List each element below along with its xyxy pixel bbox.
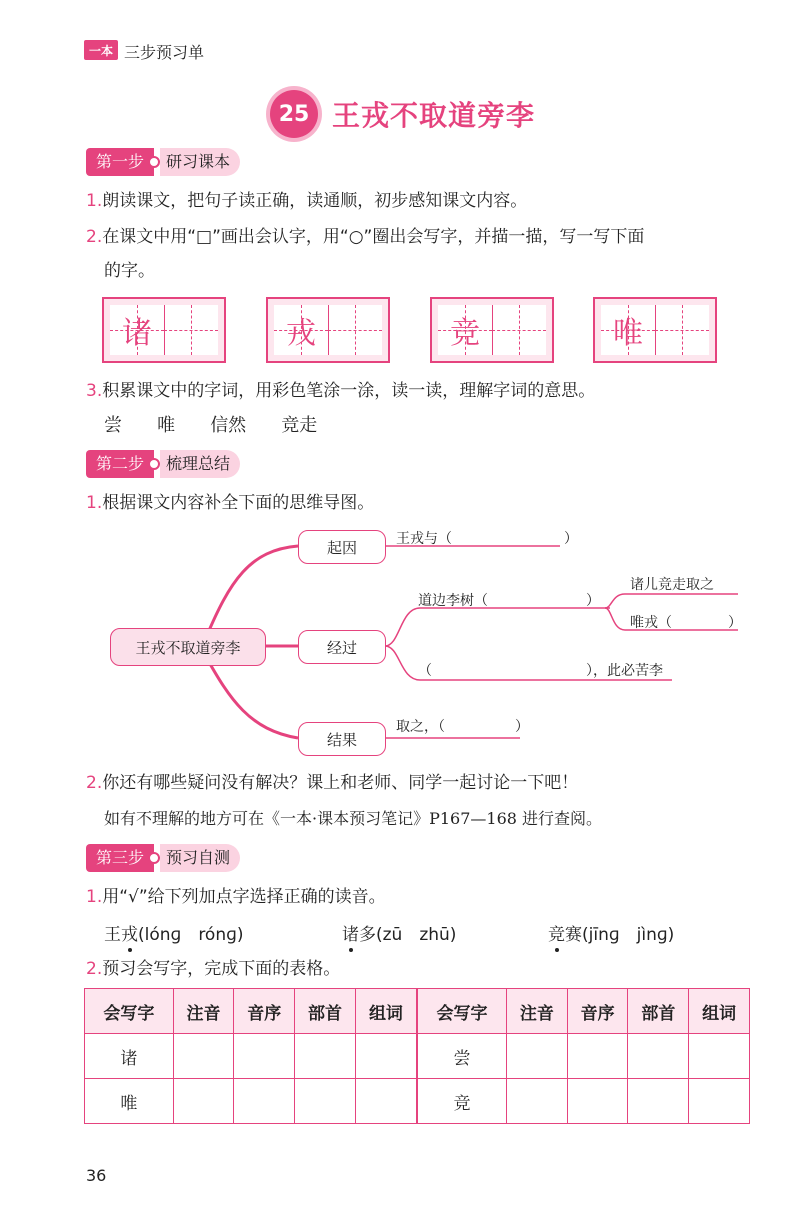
table-cell-blank[interactable] [628, 1079, 689, 1124]
step1-tag: 第一步 [86, 148, 154, 176]
char-writing-box: 诸 [102, 297, 226, 363]
table-cell-blank[interactable] [567, 1079, 628, 1124]
mindmap-cause: 起因 [298, 530, 386, 564]
step1-item-1: 1.朗读课文，把句子读正确，读通顺，初步感知课文内容。 [86, 191, 528, 211]
table-header: 组词 [355, 989, 417, 1034]
lesson-number-badge: 25 [270, 90, 318, 138]
mindmap-process-a: 道边李树（ ） [418, 593, 600, 609]
mindmap-result: 结果 [298, 722, 386, 756]
table-row [85, 1079, 750, 1124]
table-header: 部首 [295, 989, 356, 1034]
table-cell-char: 竞 [417, 1079, 506, 1124]
table-cell-blank[interactable] [234, 1079, 295, 1124]
mindmap-process-a2: 唯戎（ ） [630, 615, 742, 631]
table-cell-blank[interactable] [567, 1034, 628, 1079]
table-header: 注音 [173, 989, 234, 1034]
table-header: 音序 [567, 989, 628, 1034]
step3-label: 预习自测 [160, 844, 240, 872]
step1-item-2: 2.在课文中用“□”画出会认字，用“○”圈出会写字，并描一描，写一写下面 [86, 227, 645, 247]
mindmap-process-a1: 诸儿竞走取之 [630, 577, 714, 593]
step2-tag: 第二步 [86, 450, 154, 478]
vocab-word: 竞走 [281, 415, 318, 436]
table-cell-blank[interactable] [506, 1034, 567, 1079]
table-cell-blank[interactable] [689, 1079, 750, 1124]
step2-q2: 2.你还有哪些疑问没有解决？课上和老师、同学一起讨论一下吧！ [86, 773, 579, 793]
mindmap-process: 经过 [298, 630, 386, 664]
pinyin-item: 诸多(zū zhū) [342, 925, 457, 945]
step3-header [86, 844, 240, 872]
table-header: 会写字 [85, 989, 174, 1034]
table-cell-blank[interactable] [173, 1079, 234, 1124]
table-cell-blank[interactable] [295, 1079, 356, 1124]
char-writing-box: 戎 [266, 297, 390, 363]
char-writing-box: 竞 [430, 297, 554, 363]
table-header: 音序 [234, 989, 295, 1034]
mindmap-cause-text: 王戎与（ ） [396, 531, 578, 547]
step3-tag: 第三步 [86, 844, 154, 872]
table-cell-blank[interactable] [234, 1034, 295, 1079]
step3-q1: 1.用“√”给下列加点字选择正确的读音。 [86, 887, 386, 907]
table-cell-blank[interactable] [295, 1034, 356, 1079]
table-cell-blank[interactable] [689, 1034, 750, 1079]
pinyin-item: 竞赛(jīnɡ jìnɡ) [548, 925, 675, 945]
char-writing-box: 唯 [593, 297, 717, 363]
table-header-row [85, 989, 750, 1034]
step2-label: 梳理总结 [160, 450, 240, 478]
table-header: 部首 [628, 989, 689, 1034]
page-number: 36 [86, 1166, 107, 1185]
mindmap-root: 王戎不取道旁李 [110, 628, 266, 666]
table-cell-blank[interactable] [506, 1079, 567, 1124]
char-table [84, 988, 750, 1124]
table-cell-char: 尝 [417, 1034, 506, 1079]
vocab-word: 唯 [157, 415, 176, 436]
step2-q1: 1.根据课文内容补全下面的思维导图。 [86, 493, 375, 513]
step1-label: 研习课本 [160, 148, 240, 176]
vocab-word: 尝 [104, 415, 122, 436]
table-header: 组词 [689, 989, 750, 1034]
step2-q2-note: 如有不理解的地方可在《一本·课本预习笔记》P167—168 进行查阅。 [104, 809, 603, 828]
mindmap-result-text: 取之，（ ） [396, 719, 529, 735]
table-row [85, 1034, 750, 1079]
step-dot-icon [148, 852, 160, 864]
table-cell-blank[interactable] [173, 1034, 234, 1079]
step1-item-3: 3.积累课文中的字词，用彩色笔涂一涂，读一读，理解字词的意思。 [86, 381, 596, 401]
lesson-title: 王戎不取道旁李 [332, 99, 536, 132]
step1-item-2-cont: 的字。 [104, 261, 155, 281]
table-cell-blank[interactable] [628, 1034, 689, 1079]
brand-logo: 一本 [84, 40, 118, 60]
table-header: 注音 [506, 989, 567, 1034]
table-cell-blank[interactable] [355, 1034, 417, 1079]
table-header: 会写字 [417, 989, 506, 1034]
table-cell-blank[interactable] [355, 1079, 417, 1124]
table-cell-char: 诸 [85, 1034, 174, 1079]
pinyin-item: 王戎(lónɡ rónɡ) [104, 925, 244, 945]
vocab-word: 信然 [210, 415, 247, 436]
mindmap-process-b: （ ），此必苦李 [418, 663, 663, 679]
step3-q2: 2.预习会写字，完成下面的表格。 [86, 959, 341, 979]
header-subtitle: 三步预习单 [124, 43, 205, 62]
table-cell-char: 唯 [85, 1079, 174, 1124]
